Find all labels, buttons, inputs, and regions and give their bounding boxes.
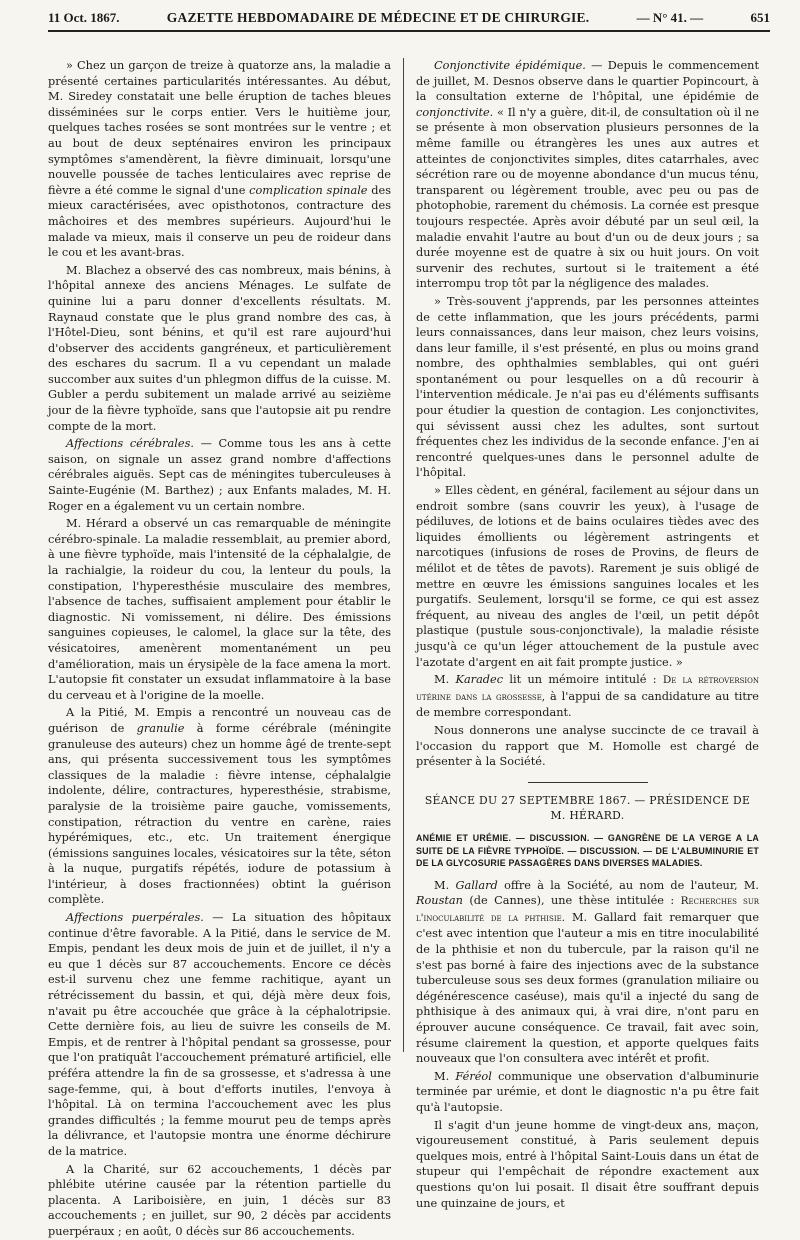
paragraph: M. Gallard offre à la Société, au nom de l'auteur, M. Roustan (de Cannes), une thèse intitulée : Recherches sur l'inoculabilité de la phthisie. M. Gallard fait remarquer que c'est avec intention que l'auteur a mis en titre inoculabilité de la phthisie et non du tubercule, par la raison qu'il ne s'est pas borné à faire des injections avec de la substance tuberculeuse sous ses deux formes (granulation miliaire ou dégénérescence caséuse), mais qu'il a injecté du sang de phthisique à des animaux qui, à vrai dire, n'ont paru en éprouver aucune conséquence. Ce travail, fait avec soin, résume clairement la question, et apporte quelques faits nouveaux que l'on consultera avec intérêt et profit.	[416, 878, 760, 1066]
page-number: 651	[750, 10, 770, 25]
issue-date: 11 Oct. 1867.	[48, 10, 120, 25]
session-topics: ANÉMIE ET URÉMIE. — DISCUSSION. — GANGRÈNE DE LA VERGE A LA SUITE DE LA FIÈVRE TYPHOÏDE. — DISCUSSION. — DE L'ALBUMINURIE ET DE LA GLYCOSURIE PASSAGÈRES DANS DIVERSES MALADIES.	[416, 832, 759, 869]
paragraph: » Chez un garçon de treize à quatorze ans, la maladie a présenté certaines particularités intéressantes. Au début, M. Siredey constatait une belle éruption de taches bleues disséminées sur le corps entier. Vers le huitième jour, quelques taches rosées se sont montrées sur le ventre ; et au bout de deux septénaires environ les principaux symptômes s'amendèrent, la fièvre diminuait, lorsqu'une nouvelle poussée de taches lenticulaires avec reprise de fièvre a été comme le signal d'une complication spinale des mieux caractérisées, avec opisthotonos, contracture des mâchoires et des membres supérieurs. Aujourd'hui le malade va mieux, mais il conserve un peu de roideur dans le cou et les avant-bras.	[48, 59, 391, 260]
paragraph: M. Blachez a observé des cas nombreux, mais bénins, à l'hôpital annexe des anciens Ménages. Le sulfate de quinine lui a paru donner d'excellents résultats. M. Raynaud constate que le plus grand nombre des cas, à l'Hôtel-Dieu, sont bénins, et qu'il est rare aujourd'hui d'observer des accidents gangréneux, et particulièrement des eschares du sacrum. Il a vu cependant un malade succomber aux suites d'un phlegmon diffus de la cuisse. M. Gubler a perdu subitement un malade arrivé au seizième jour de la fièvre typhoïde, sans que l'autopsie ait pu rendre compte de la mort.	[48, 263, 391, 433]
section-heading: Affections puerpérales.	[66, 911, 204, 925]
paragraph: A la Charité, sur 62 accouchements, 1 décès par phlébite utérine causée par la rétention partielle du placenta. A Lariboisière, en juin, 1 décès sur 83 accouchements ; en juillet, sur 90, 2 décès par accidents puerpéraux ; en août, 0 décès sur 86 accouchements.	[48, 1162, 391, 1238]
running-header	[48, 0, 770, 32]
issue-number: — N° 41. —	[636, 10, 704, 25]
session-heading: SÉANCE DU 27 SEPTEMBRE 1867. — PRÉSIDENCE DE M. HÉRARD.	[424, 793, 751, 823]
paragraph: Affections puerpérales. — La situation des hôpitaux continue d'être favorable. A la Pitié, dans le service de M. Empis, pendant les deux mois de juin et de juillet, il n'y a eu que 1 décès sur 87 accouchements. Encore ce décès est-il survenu chez une femme rachitique, ayant un rétrécissement du bassin, et qui, déjà mère deux fois, n'avait pu être accouchée que grâce à la céphalotripsie. Cette dernière fois, au lieu de suivre les conseils de M. Empis, et de rentrer à l'hôpital pendant sa grossesse, pour que l'on pratiquât l'accouchement prématuré artificiel, elle préféra attendre la fin de sa grossesse, et s'adressa à une sage-femme, qui, à bout d'efforts inutiles, l'envoya à l'hôpital. Là on termina l'accouchement avec les plus grandes difficultés ; la femme mourut peu de temps après la délivrance, et l'autopsie montra une énorme déchirure de la matrice.	[48, 911, 392, 1158]
journal-title: GAZETTE HEBDOMADAIRE DE MÉDECINE ET DE CHIRURGIE.	[166, 10, 590, 25]
column-divider	[403, 58, 404, 1052]
paragraph: » Très-souvent j'apprends, par les personnes atteintes de cette inflammation, que les jours précédents, parmi leurs connaissances, dans leur maison, chez leurs voisins, dans leur famille, il s'est présenté, en plus ou moins grand nombre, des ophthalmies semblables, qui ont guéri spontanément ou pour lesquelles on a dû recourir à l'intervention médicale. Je n'ai pas eu d'éléments suffisants pour étudier la question de contagion. Les conjonctivites, qui sévissent aussi chez les adultes, sont surtout fréquentes chez les individus de la seconde enfance. J'en ai rencontré quelques-unes dans le personnel adulte de l'hôpital.	[416, 294, 759, 480]
section-heading: Conjonctivite épidémique.	[434, 59, 586, 72]
paragraph: Conjonctivite épidémique. — Depuis le commencement de juillet, M. Desnos observe dans le quartier Popincourt, à la consultation externe de l'hôpital, une épidémie de conjonctivite. « Il n'y a guère, dit-il, de consultation où il ne se présente à mon observation plusieurs personnes de la même famille ou étrangères les unes aux autres et atteintes de conjonctivites simples, dites catarrhales, avec sécrétion rare ou de moyenne abondance d'un mucus ténu, transparent ou légèrement trouble, avec peu ou pas de photophobie, rarement du chémosis. La cornée est presque toujours respectée. Après avoir débuté par un seul œil, la maladie envahit l'autre au bout d'un ou de deux jours ; sa durée moyenne est de quatre à six ou huit jours. On voit survenir des rechutes, surtout si le traitement a été interrompu trop tôt par la négligence des malades.	[416, 59, 760, 291]
paragraph: M. Hérard a observé un cas remarquable de méningite cérébro-spinale. La maladie ressemblait, au premier abord, à une fièvre typhoïde, mais l'intensité de la céphalalgie, de la rachialgie, la roideur du cou, la lenteur du pouls, la constipation, l'hyperesthésie musculaire des membres, l'absence de taches, suffisaient amplement pour établir le diagnostic. Ni vomissement, ni délire. Des émissions sanguines copieuses, le calomel, la glace sur la tête, des vésicatoires, amenèrent momentanément un peu d'amélioration, mais un érysipèle de la face amena la mort. L'autopsie fit constater un exsudat inflammatoire à la base du cerveau et à l'origine de la moelle.	[48, 517, 391, 702]
paragraph: Il s'agit d'un jeune homme de vingt-deux ans, maçon, vigoureusement constitué, à Paris seulement depuis quelques mois, entré à l'hôpital Saint-Louis dans un état de stupeur qui l'empêchait de répondre exactement aux questions qu'on lui posait. Il disait être souffrant depuis une quinzaine de jours, et	[416, 1118, 759, 1210]
paragraph: M. Karadec lit un mémoire intitulé : De la rétroversion utérine dans la grossesse, à l'appui de sa candidature au titre de membre correspondant.	[416, 673, 760, 720]
section-heading: Affections cérébrales.	[66, 437, 194, 451]
left-column	[48, 58, 392, 1238]
right-column	[416, 58, 760, 1210]
paragraph: M. Féréol communique une observation d'albuminurie terminée par urémie, et dont le diagnostic n'a pu être fait qu'à l'autopsie.	[416, 1069, 759, 1114]
paragraph: » Elles cèdent, en général, facilement au séjour dans un endroit sombre (sans couvrir les yeux), à l'usage de pédiluves, de lotions et de bains oculaires tièdes avec des liquides émollients ou légèrement astringents et narcotiques (infusions de roses de Provins, de fleurs de mélilot et de têtes de pavots). Rarement je suis obligé de mettre en œuvre les émissions sanguines locales et les purgatifs. Seulement, lorsqu'il se forme, ce qui est assez fréquent, au niveau des angles de l'œil, un petit dépôt plastique (pustule sous-conjonctivale), la maladie résiste jusqu'à ce qu'un léger attouchement de la pustule avec l'azotate d'argent en ait fait prompte justice. »	[416, 484, 759, 669]
paragraph: Nous donnerons une analyse succincte de ce travail à l'occasion du rapport que M. Homolle est chargé de présenter à la Société.	[416, 723, 759, 769]
section-divider	[528, 782, 648, 783]
paragraph: Affections cérébrales. — Comme tous les ans à cette saison, on signale un assez grand nombre d'affections cérébrales aiguës. Sept cas de méningites tuberculeuses à Sainte-Eugénie (M. Barthez) ; aux Enfants malades, M. H. Roger en a également vu un certain nombre.	[48, 437, 392, 513]
text-columns	[48, 32, 770, 1238]
paragraph: A la Pitié, M. Empis a rencontré un nouveau cas de guérison de granulie à forme cérébrale (méningite granuleuse des auteurs) chez un homme âgé de trente-sept ans, qui présenta successivement tous les symptômes classiques de la maladie : fièvre intense, céphalalgie indolente, délire, contractures, hyperesthésie, strabisme, paralysie de la troisième paire gauche, vomissements, constipation, rétraction du ventre en carène, raies hypérémiques, etc., etc. Un traitement énergique (émissions sanguines locales, vésicatoires sur la tête, séton à la nuque, purgatifs répétés, iodure de potassium à l'intérieur, à doses fractionnées) obtint la guérison complète.	[48, 706, 392, 907]
